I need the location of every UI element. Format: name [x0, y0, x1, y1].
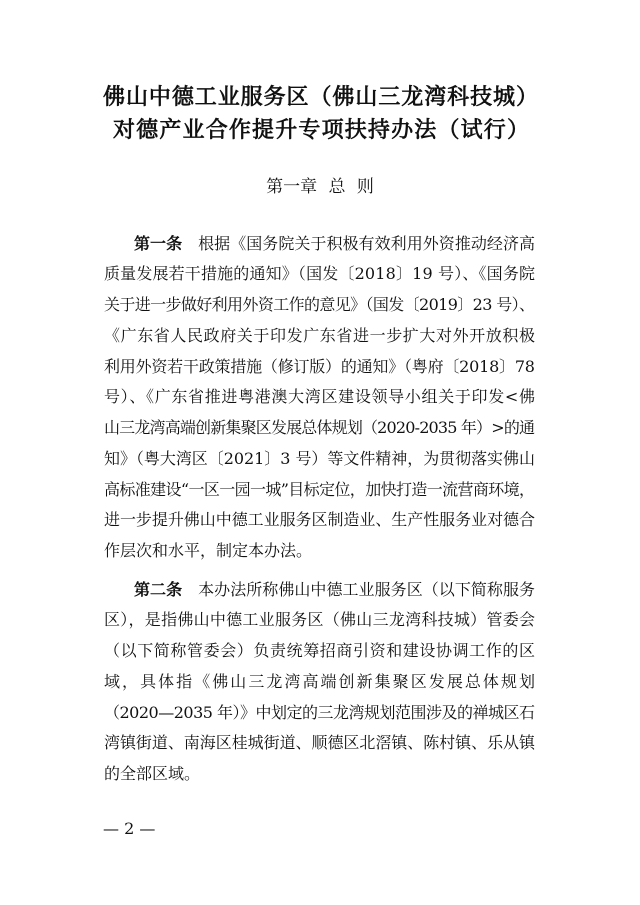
- article-line: 号）、《广东省推进粤港澳大湾区建设领导小组关于印发<佛: [104, 387, 536, 407]
- chapter-heading: 第一章 总 则: [266, 177, 374, 197]
- title-line-1: 佛山中德工业服务区（佛山三龙湾科技城）: [103, 84, 539, 110]
- article-line: 区），是指佛山中德工业服务区（佛山三龙湾科技城）管委会: [104, 610, 536, 630]
- article-text: 本办法所称佛山中德工业服务区（以下简称服务: [198, 579, 536, 599]
- article-2: [104, 575, 538, 790]
- article-1: [104, 229, 535, 567]
- article-line: 知》（粤大湾区〔2021〕3 号）等文件精神，为贯彻落实佛山: [104, 448, 535, 468]
- article-line: 山三龙湾高端创新集聚区发展总体规划（2020-2035 年）>的通: [104, 418, 535, 437]
- page-number: — 2 —: [103, 819, 156, 838]
- article-line: 高标准建设“一区一园一城”目标定位，加快打造一流营商环境，: [104, 479, 535, 499]
- article-line: 关于进一步做好利用外资工作的意见》（国发〔2019〕23 号）、: [104, 295, 535, 314]
- article-line: 的全部区域。: [104, 764, 201, 783]
- article-line: 进一步提升佛山中德工业服务区制造业、生产性服务业对德合: [104, 510, 535, 530]
- article-label: 第二条: [134, 579, 183, 599]
- article-text: 根据《国务院关于积极有效利用外资推动经济高: [198, 233, 536, 253]
- article-label: 第一条: [134, 233, 183, 253]
- article-line: 作层次和水平，制定本办法。: [104, 541, 313, 560]
- article-line: 《广东省人民政府关于印发广东省进一步扩大对外开放积极: [104, 325, 536, 345]
- article-line: [134, 229, 535, 260]
- article-line: 质量发展若干措施的通知》（国发〔2018〕19 号）、《国务院: [104, 264, 536, 284]
- article-line: 湾镇街道、南海区桂城街道、顺德区北滘镇、陈村镇、乐从镇: [104, 733, 535, 753]
- article-line: 域，具体指《佛山三龙湾高端创新集聚区发展总体规划: [104, 671, 538, 691]
- article-line: （2020—2035 年）》中划定的三龙湾规划范围涉及的禅城区石: [104, 702, 535, 722]
- article-line: 利用外资若干政策措施（修订版）的通知》（粤府〔2018〕78: [104, 356, 535, 376]
- article-line: （以下简称管委会）负责统筹招商引资和建设协调工作的区: [104, 641, 536, 660]
- document-title: [103, 81, 538, 147]
- title-line-2: 对德产业合作提升专项扶持办法（试行）: [113, 117, 531, 143]
- article-line: [134, 575, 535, 606]
